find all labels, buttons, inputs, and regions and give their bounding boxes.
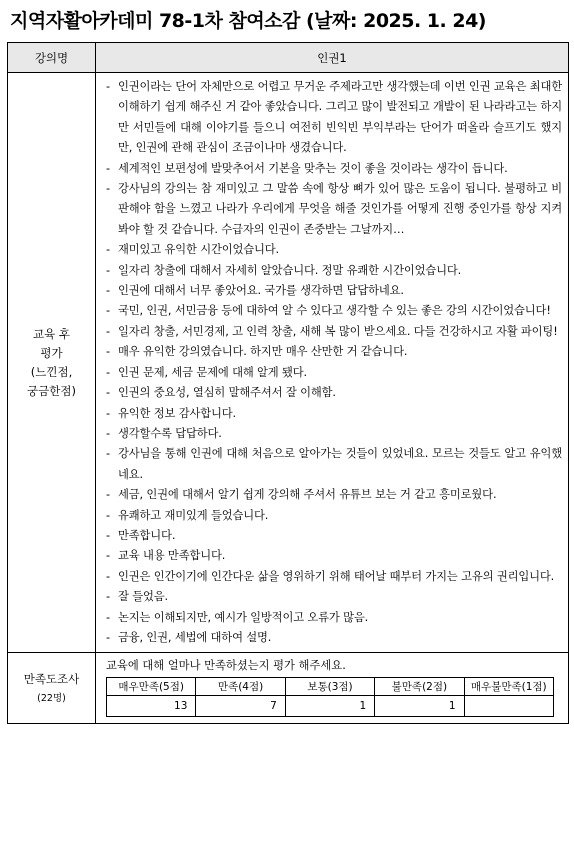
satisfaction-question: 교육에 대해 얼마나 만족하셨는지 평가 해주세요. — [106, 659, 346, 673]
respondent-count: (22명) — [37, 692, 66, 704]
evaluation-label-line: 궁금한점) — [27, 383, 76, 398]
comment-list — [106, 73, 562, 652]
comment-item: - 논지는 이해되지만, 예시가 일방적이고 오류가 많음. — [106, 608, 562, 628]
comment-item: - 만족합니다. — [106, 526, 562, 546]
comment-item: - 일자리 창출, 서민경제, 고 인력 창출, 새해 복 많이 받으세요. 다들 건강하시고 자활 파이팅! — [106, 322, 562, 342]
satisfaction-row — [8, 653, 569, 724]
score-header: 보통(3점) — [285, 678, 374, 696]
comment-item: - 인권의 중요성, 열심히 말해주셔서 잘 이해함. — [106, 383, 562, 403]
satisfaction-label-cell — [8, 653, 96, 724]
score-header: 매우만족(5점) — [107, 678, 196, 696]
comments-cell — [96, 73, 569, 653]
satisfaction-label: 만족도조사 — [23, 671, 80, 686]
comment-item: - 재미있고 유익한 시간이었습니다. — [106, 240, 562, 260]
comment-item: - 인권은 인간이기에 인간다운 삶을 영위하기 위해 태어날 때부터 가지는 고유의 권리입니다. — [106, 567, 562, 587]
header-row — [8, 43, 569, 73]
score-header: 매우불만족(1점) — [464, 678, 553, 696]
score-value: 1 — [375, 696, 464, 717]
lecture-name-value: 인권1 — [96, 43, 569, 73]
comment-item: - 생각할수록 답답하다. — [106, 424, 562, 444]
score-header: 만족(4점) — [196, 678, 285, 696]
evaluation-label-line: (느낀점, — [30, 364, 73, 379]
score-value: 13 — [107, 696, 196, 717]
evaluation-label-line: 평가 — [40, 345, 63, 360]
score-value: 7 — [196, 696, 285, 717]
comment-item: - 유쾌하고 재미있게 들었습니다. — [106, 506, 562, 526]
satisfaction-cell — [96, 653, 569, 724]
comment-item: - 인권 문제, 세금 문제에 대해 알게 됐다. — [106, 363, 562, 383]
comment-item: - 국민, 인권, 서민금융 등에 대하여 알 수 있다고 생각할 수 있는 좋은 강의 시간이었습니다! — [106, 301, 562, 321]
score-value: 1 — [285, 696, 374, 717]
comment-item: - 교육 내용 만족합니다. — [106, 546, 562, 566]
score-header-row — [107, 678, 554, 696]
score-table — [106, 677, 554, 717]
comment-item: - 강사님을 통해 인권에 대해 처음으로 알아가는 것들이 있었네요. 모르는 것들도 알고 유익했네요. — [106, 444, 562, 485]
comment-item: - 일자리 창출에 대해서 자세히 알았습니다. 정말 유쾌한 시간이었습니다. — [106, 261, 562, 281]
comment-item: - 유익한 정보 감사합니다. — [106, 404, 562, 424]
comment-item: - 인권이라는 단어 자체만으로 어렵고 무거운 주제라고만 생각했는데 이번 인권 교육은 최대한 이해하기 쉽게 해주신 거 같아 좋았습니다. 그리고 많이 발전되고 개발이 된 나라라고는 하지만 서민들에 대해 이야기를 들으니 여전히 빈익빈 부익부라는 단어가 떠올라 슬프기도 했지만, 인권에 관해 관심이 조금이나마 생겼습니다. — [106, 77, 562, 159]
evaluation-label — [8, 73, 96, 653]
comment-item: - 세계적인 보편성에 발맞추어서 기본을 맞추는 것이 좋을 것이라는 생각이 듭니다. — [106, 159, 562, 179]
evaluation-row — [8, 73, 569, 653]
survey-table — [7, 42, 569, 724]
page-title: 지역자활아카데미 78-1차 참여소감 (날짜: 2025. 1. 24) — [10, 10, 486, 32]
comment-item: - 매우 유익한 강의였습니다. 하지만 매우 산만한 거 같습니다. — [106, 342, 562, 362]
lecture-name-header: 강의명 — [8, 43, 96, 73]
score-value — [464, 696, 553, 717]
score-value-row — [107, 696, 554, 717]
comment-item: - 세금, 인권에 대해서 알기 쉽게 강의해 주셔서 유튜브 보는 거 같고 흥미로웠다. — [106, 485, 562, 505]
evaluation-label-line: 교육 후 — [33, 326, 70, 341]
comment-item: - 인권에 대해서 너무 좋았어요. 국가를 생각하면 답답하네요. — [106, 281, 562, 301]
comment-item: - 잘 들었음. — [106, 587, 562, 607]
comment-item: - 강사님의 강의는 참 재미있고 그 말씀 속에 항상 뼈가 있어 많은 도움이 됩니다. 불평하고 비판해야 함을 느꼈고 나라가 우리에게 무엇을 해줄 것인가를 어떻게 진행 중인가를 항상 지켜봐야 할 것 같습니다. 수급자의 인권이 존중받는 그날까지… — [106, 179, 562, 240]
score-header: 불만족(2점) — [375, 678, 464, 696]
comment-item: - 금융, 인권, 세법에 대하여 설명. — [106, 628, 562, 648]
